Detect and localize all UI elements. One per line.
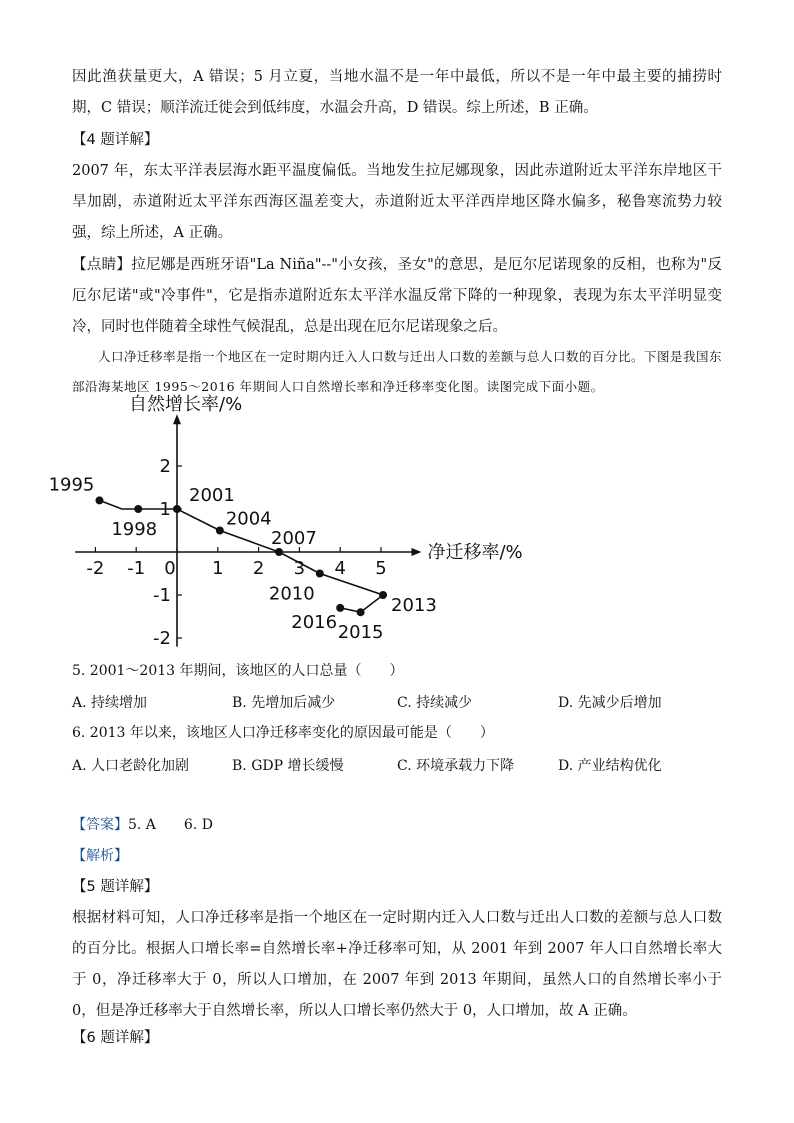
dianjing-text: 拉尼娜是西班牙语"La Niña"--"小女孩，圣女"的意思，是厄尔尼诺现象的反相，也称为"反厄尔尼诺"或"冷事件"，它是指赤道附近东太平洋水温反常下降的一种现象，表现为东太平洋明显变冷，同时也伴随着全球性气候混乱，总是出现在厄尔尼诺现象之后。 [72,257,722,335]
answer-line [72,814,213,834]
x-axis-label: 净迁移率/% [427,542,523,563]
point-label: 2016 [291,611,338,633]
data-point [216,527,224,535]
x-tick-label: 1 [212,558,224,579]
data-point [134,505,142,513]
y-axis-label: 自然增长率/% [129,394,243,416]
q6-option-c[interactable]: C. 环境承载力下降 [397,758,515,774]
x-axis-arrow [411,548,421,556]
question-6-stem: 6. 2013 年以来，该地区人口净迁移率变化的原因最可能是（ ） [72,725,494,741]
q5-option-d[interactable]: D. 先减少后增加 [558,695,662,711]
chart-svg [48,394,523,660]
x-tick-label: 3 [293,558,306,579]
paragraph-q4-detail: 2007 年，东太平洋表层海水距平温度偏低。当地发生拉尼娜现象，因此赤道附近太平洋东岸地区干旱加剧，赤道附近太平洋东西海区温差变大，赤道附近太平洋西岸地区降水偏多，秘鲁寒流势力较强，综上所述，A 正确。 [72,163,722,241]
q6-option-d[interactable]: D. 产业结构优化 [558,758,662,774]
q6-option-a[interactable]: A. 人口老龄化加剧 [72,758,190,774]
q5-option-c[interactable]: C. 持续减少 [397,695,473,711]
x-tick-label: 4 [334,558,346,579]
x-tick-label: 0 [164,558,176,579]
population-chart [48,394,523,660]
question-5-stem: 5. 2001～2013 年期间，该地区的人口总量（ ） [72,663,404,679]
q5-option-a[interactable]: A. 持续增加 [72,695,148,711]
answer-tag: 【答案】 [72,817,128,833]
point-label: 2015 [337,622,384,644]
y-tick-label: 1 [159,499,171,520]
data-point [275,548,283,556]
point-label: 2004 [225,508,272,530]
y-tick-label: 2 [159,456,171,477]
point-label: 1995 [48,474,95,496]
question-6-options [72,755,722,779]
data-point [379,591,387,599]
point-label: 2007 [271,528,317,549]
point-label: 1998 [111,519,158,540]
y-tick-label: -1 [153,585,171,606]
x-tick-label: -1 [127,558,146,579]
point-label: 2001 [189,485,235,506]
question-5-options [72,692,722,716]
data-point [357,608,365,616]
y-tick-label: -2 [153,628,171,649]
x-tick-label: -2 [86,558,105,579]
q5-option-b[interactable]: B. 先增加后减少 [232,695,336,711]
q5-detail-header: 【5 题详解】 [72,879,159,895]
paragraph-dianjing [72,250,722,343]
data-point [95,496,103,504]
x-tick-label: 5 [375,558,387,579]
q6-option-b[interactable]: B. GDP 增长缓慢 [232,758,344,774]
y-axis-arrow [173,414,181,424]
q4-detail-header: 【4 题详解】 [72,132,159,148]
q6-detail-header: 【6 题详解】 [72,1030,159,1046]
paragraph-q5-detail: 根据材料可知，人口净迁移率是指一个地区在一定时期内迁入人口数与迁出人口数的差额与总人口数的百分比。根据人口增长率=自然增长率+净迁移率可知，从 2001 年到 2007 年人口自然增长率大于 0，净迁移率大于 0，所以人口增加，在 2007 年到 2013 年期间，虽然人口的自然增长率小于 0，但是净迁移率大于自然增长率，所以人口增长率仍然大于 0，人口增加，故 A 正确。 [72,910,722,1019]
data-point [316,570,324,578]
paragraph-q3-conclusion: 因此渔获量更大，A 错误；5 月立夏，当地水温不是一年中最低，所以不是一年中最主要的捕捞时期，C 错误；顺洋流迁徙会到低纬度，水温会升高，D 错误。综上所述，B 正确。 [72,69,722,116]
point-label: 2013 [391,595,437,616]
answer-text: 5. A 6. D [128,817,213,833]
x-tick-label: 2 [252,558,265,579]
data-point [173,505,181,513]
data-point [336,604,344,612]
point-label: 2010 [268,583,315,605]
dianjing-tag: 【点睛】 [72,257,132,273]
analysis-tag: 【解析】 [72,848,128,864]
question-intro: 人口净迁移率是指一个地区在一定时期内迁入人口数与迁出人口数的差额与总人口数的百分比。下图是我国东部沿海某地区 1995～2016 年期间人口自然增长率和净迁移率变化图。读图完成下面小题。 [72,349,723,394]
